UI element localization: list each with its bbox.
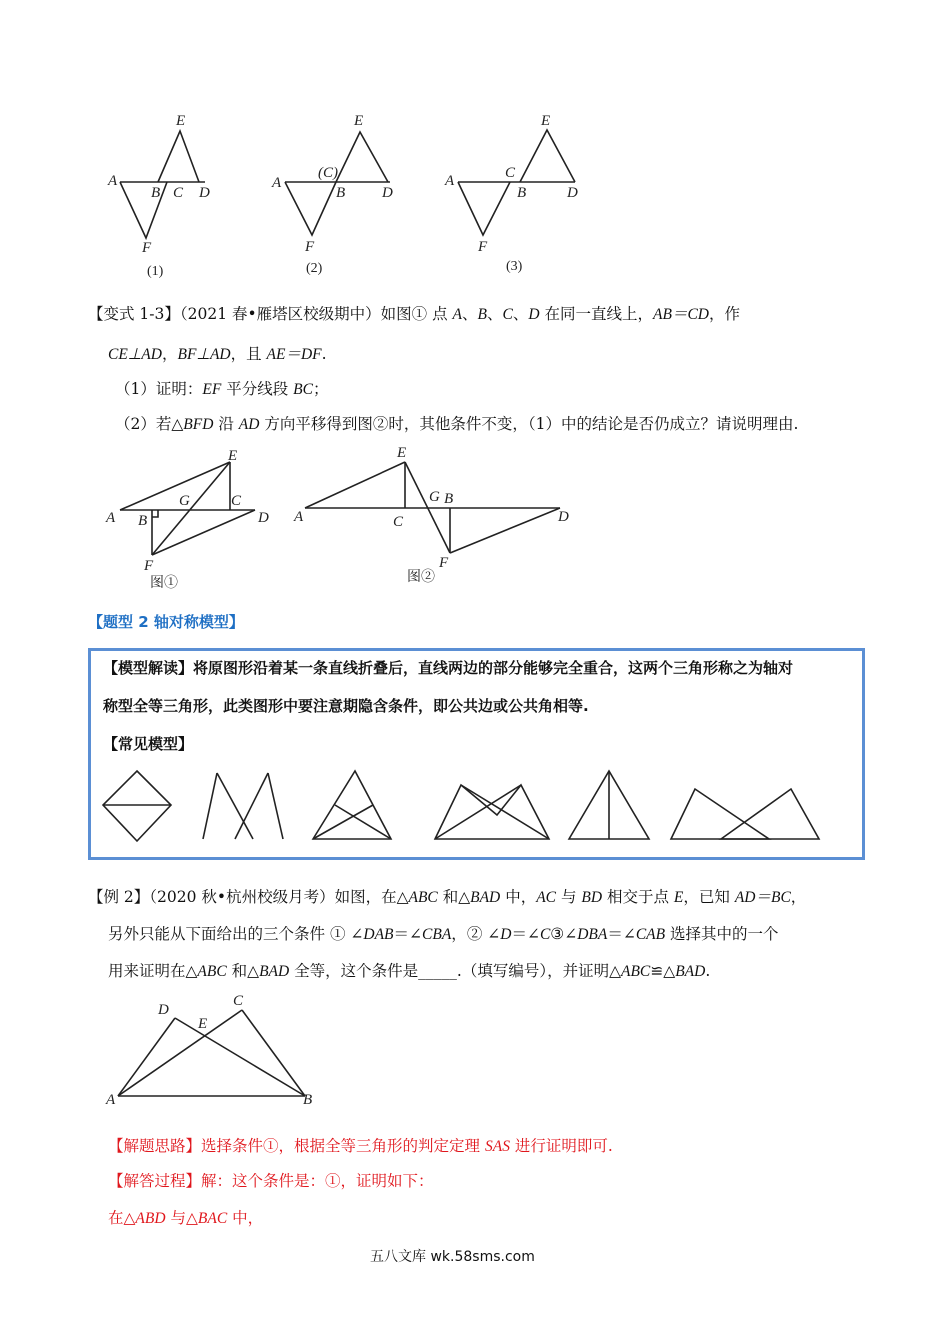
variant-q1: （1）证明：EF 平分线段 BC；: [115, 380, 329, 398]
fv2-label-A: A: [294, 509, 304, 525]
fig1-label-D: D: [199, 185, 210, 201]
fig1-label-A: A: [108, 173, 118, 189]
fv1-label-C: C: [231, 493, 242, 509]
fig2-label-E: E: [354, 113, 364, 129]
fv1-label-G: G: [179, 493, 190, 509]
fv1-label-E: E: [228, 448, 238, 464]
figure-1: [120, 131, 205, 238]
fig3-label-C: C: [505, 165, 516, 181]
variant-tag: 【变式 1-3】: [88, 305, 180, 323]
fig3-label-E: E: [541, 113, 551, 129]
fig2-label-A: A: [272, 175, 282, 191]
fig3-label-B: B: [517, 185, 527, 201]
figure-2: [285, 132, 390, 235]
example-line-2: 另外只能从下面给出的三个条件 ① ∠DAB＝∠CBA，② ∠D＝∠C③∠DBA＝∠CAB 选择其中的一个: [108, 925, 779, 943]
model-line-1: 【模型解读】将原图形沿着某一条直线折叠后，直线两边的部分能够完全重合，这两个三角形称之为轴对: [103, 659, 794, 677]
fv1-caption: 图①: [150, 574, 178, 590]
figure-variant: [100, 440, 600, 595]
footer-watermark: 五八文库 wk.58sms.com: [370, 1249, 535, 1265]
section-title: 【题型 2 轴对称模型】: [88, 613, 244, 631]
fv2-label-G: G: [429, 489, 440, 505]
process-tag: 【解答过程】: [108, 1172, 202, 1190]
fex-label-B: B: [303, 1092, 313, 1108]
fex-label-A: A: [106, 1092, 116, 1108]
figure-3: [458, 130, 575, 235]
fv2-label-F: F: [439, 555, 449, 571]
fig2-caption: (2): [306, 261, 323, 276]
solution-idea: 【解题思路】选择条件①，根据全等三角形的判定定理 SAS 进行证明即可.: [108, 1137, 613, 1155]
fig1-label-F: F: [142, 240, 152, 256]
common-models-title: 【常见模型】: [103, 735, 194, 753]
idea-tag: 【解题思路】: [108, 1137, 202, 1155]
variant-q2: （2）若△BFD 沿 AD 方向平移得到图②时，其他条件不变，（1）中的结论是否仍成立？请说明理由.: [115, 415, 799, 433]
solution-line-3: 在△ABD 与△BAC 中，: [108, 1209, 264, 1227]
model-overlap-triangles: [671, 789, 819, 839]
fv2-label-C: C: [393, 514, 404, 530]
example-line-3: 用来证明在△ABC 和△BAD 全等，这个条件是_____.（填写编号），并证明△ABC≌△BAD.: [108, 962, 711, 980]
answer-blank: _____: [418, 962, 457, 980]
fig2-label-D: D: [382, 185, 393, 201]
fig2-label-F: F: [305, 239, 315, 255]
model-two-triangles-base: [435, 785, 549, 839]
figure-top-row: [100, 105, 600, 285]
example-line-1: 【例 2】（2020 秋•杭州校级月考）如图，在△ABC 和△BAD 中，AC 与 BD 相交于点 E，已知 AD＝BC，: [88, 888, 807, 906]
common-models-figures: [97, 763, 862, 853]
fig3-label-F: F: [478, 239, 488, 255]
model-crossed-triangles: [203, 773, 283, 839]
fv1-label-F: F: [144, 558, 154, 574]
fv2-label-B: B: [444, 491, 454, 507]
fv2-label-E: E: [397, 445, 407, 461]
model-box: [88, 648, 865, 860]
fig1-label-E: E: [176, 113, 186, 129]
fex-label-D: D: [158, 1002, 169, 1018]
model-kite: [103, 771, 171, 841]
model-line-2: 称型全等三角形，此类图形中要注意期隐含条件，即公共边或公共角相等.: [103, 697, 589, 715]
fig3-caption: (3): [506, 259, 523, 274]
fv2-label-D: D: [558, 509, 569, 525]
model-isosceles-altitude: [569, 771, 649, 839]
circle-1-mark: ①: [411, 305, 428, 323]
model-cevians: [313, 771, 391, 839]
fv1-label-A: A: [106, 510, 116, 526]
fig1-caption: (1): [147, 264, 164, 279]
variant-line-2: CE⊥AD，BF⊥AD，且 AE＝DF.: [108, 345, 327, 363]
solution-process: 【解答过程】解：这个条件是：①，证明如下：: [108, 1172, 434, 1190]
fig1-label-C: C: [173, 185, 184, 201]
fig3-label-A: A: [445, 173, 455, 189]
fig2-label-Cp: (C): [318, 165, 338, 181]
variant-line-1: 【变式 1-3】（2021 春•雁塔区校级期中）如图① 点 A、B、C、D 在同一直线上，AB＝CD，作: [88, 305, 740, 323]
fig3-label-D: D: [567, 185, 578, 201]
fig1-label-B: B: [151, 185, 161, 201]
fex-label-C: C: [233, 993, 244, 1009]
fex-label-E: E: [198, 1016, 208, 1032]
figure-example: [100, 988, 330, 1113]
fv1-label-B: B: [138, 513, 148, 529]
fv2-caption: 图②: [407, 568, 435, 584]
figure-variant-2: [305, 462, 560, 553]
model-tag: 【模型解读】: [103, 659, 194, 677]
example-tag: 【例 2】: [88, 888, 150, 906]
fig2-label-B: B: [336, 185, 346, 201]
fv1-label-D: D: [258, 510, 269, 526]
